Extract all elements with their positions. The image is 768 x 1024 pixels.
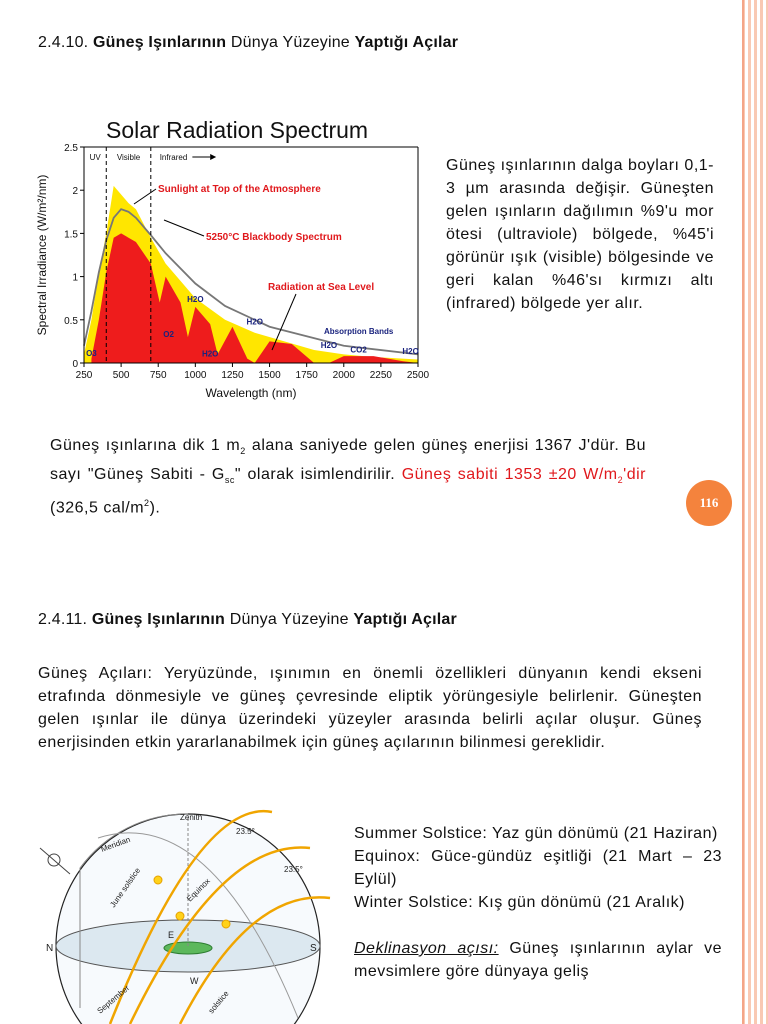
heading-bold-1: Güneş Işınlarının: [93, 34, 227, 51]
gas-absorption-label: CO2: [350, 345, 367, 355]
diagram-label: June solstice: [108, 866, 143, 910]
solstice-notes: [354, 822, 722, 983]
x-tick-label: 1750: [295, 370, 318, 381]
declination-note: [354, 937, 722, 983]
heading-mid: Dünya Yüzeyine: [229, 611, 349, 628]
diagram-label: Meridian: [99, 834, 132, 854]
heading-mid: Dünya Yüzeyine: [230, 34, 350, 51]
diagram-label: E: [168, 930, 175, 940]
x-tick-label: 250: [75, 370, 93, 381]
diagram-label: 23.5°: [236, 827, 255, 836]
text-run: ).: [149, 499, 161, 517]
section-heading-2-4-10: [38, 34, 458, 52]
y-tick-label: 1: [72, 272, 78, 284]
label-blackbody: 5250°C Blackbody Spectrum: [206, 232, 342, 243]
subscript: sc: [224, 475, 235, 486]
y-tick-label: 1.5: [64, 229, 78, 241]
label-top-of-atmosphere: Sunlight at Top of the Atmosphere: [158, 184, 321, 195]
y-tick-label: 2: [72, 186, 78, 198]
heading-number: 2.4.11.: [38, 611, 88, 628]
band-visible-label: Visible: [116, 153, 141, 162]
superscript: 2: [144, 498, 150, 509]
sun-path-diagram: [40, 808, 336, 1024]
section-heading-2-4-11: [38, 611, 457, 629]
solar-constant-paragraph: [50, 434, 646, 520]
x-tick-label: 2000: [332, 370, 355, 381]
spacer: [354, 914, 722, 937]
subscript: 2: [617, 475, 624, 486]
subscript: 2: [240, 446, 246, 457]
y-axis-label: Spectral Irradiance (W/m²/nm): [35, 174, 49, 336]
solar-spectrum-chart: [34, 112, 430, 412]
sun-marker: [176, 912, 184, 920]
highlight-text: 'dir: [623, 466, 646, 484]
gas-absorption-label: H2O: [201, 349, 219, 359]
annotation-arrow: [164, 220, 204, 236]
y-tick-label: 2.5: [64, 143, 78, 154]
x-axis-label: Wavelength (nm): [205, 386, 297, 400]
page-number-badge: 116: [686, 480, 732, 526]
chart-title: Solar Radiation Spectrum: [106, 117, 369, 143]
spectrum-description: Güneş ışınlarının dalga boyları 0,1-3 µm arasında değişir. Güneşten gelen ışınların dağılımın %9'u mor ötesi (ultraviole) bölgede, %45'i görünür ışık (visible) bölgesinde ve geri kalan %46'sı kırmızı altı (infrared) bölgede yer alır.: [446, 157, 714, 312]
declination-label: Deklinasyon açısı:: [354, 940, 499, 957]
decorative-side-stripes: [742, 0, 768, 1024]
diagram-label: Zenith: [180, 813, 203, 822]
gas-absorption-label: O2: [163, 329, 174, 339]
band-uv-label: UV: [89, 153, 101, 162]
gas-absorption-label: H2O: [402, 347, 419, 357]
annotation-arrow: [134, 189, 156, 204]
y-tick-label: 0: [72, 359, 78, 370]
x-tick-label: 2250: [369, 370, 393, 381]
band-infrared-label: Infrared: [159, 153, 188, 162]
gas-absorption-label: H2O: [320, 341, 338, 351]
gas-absorption-label: H2O: [187, 295, 204, 305]
x-tick-label: 2500: [406, 370, 430, 381]
x-tick-label: 1500: [258, 370, 281, 381]
diagram-label: solstice: [206, 989, 231, 1016]
summer-solstice-note: Summer Solstice: Yaz gün dönümü (21 Haziran): [354, 825, 718, 842]
heading-bold-1: Güneş Işınlarının: [91, 611, 226, 628]
y-tick-label: 0.5: [64, 315, 78, 327]
infrared-arrowhead: [210, 154, 216, 160]
heading-bold-2: Yaptığı Açılar: [354, 34, 459, 51]
gas-absorption-label: O3: [86, 348, 97, 358]
diagram-label: N: [46, 943, 54, 954]
diagram-label: September: [95, 983, 132, 1016]
heading-number: 2.4.10.: [38, 34, 89, 51]
text-run: alana saniyede gelen güneş enerjisi 1367 J'dür. Bu sayı "Güneş Sabiti - G: [50, 437, 647, 484]
diagram-label: S: [310, 943, 317, 954]
x-tick-label: 1250: [221, 370, 244, 381]
gas-absorption-label: H2O: [246, 317, 263, 327]
x-tick-label: 750: [149, 370, 167, 381]
x-tick-label: 1000: [184, 370, 207, 381]
x-tick-label: 500: [112, 370, 130, 381]
diagram-label: 23.5°: [284, 865, 303, 874]
diagram-label: Equinox: [185, 876, 212, 904]
heading-bold-2: Yaptığı Açılar: [353, 611, 457, 628]
diagram-label: W: [190, 976, 199, 986]
sun-angles-paragraph: Güneş Açıları: Yeryüzünde, ışınımın en önemli özellikleri dünyanın kendi ekseni etrafında dönmesiyle ve güneş çevresinde eliptik yörüngesiyle belirlenir. Güneşten gelen ışınlar ile dünya üzerindeki yüzeyler arasında belirli açılar oluşur. Güneş enerjisinden etkin yararlanabilmek için güneş açılarının bilinmesi gereklidir.: [38, 665, 702, 751]
highlight-text: Güneş sabiti 1353 ±20 W/m: [401, 466, 618, 484]
label-sea-level: Radiation at Sea Level: [268, 282, 375, 293]
text-run: (326,5 cal/m: [50, 499, 145, 517]
sun-marker: [154, 876, 162, 884]
text-run: Güneş ışınlarına dik 1 m: [50, 437, 241, 454]
sun-marker: [222, 920, 230, 928]
text-run: " olarak isimlendirilir.: [234, 466, 402, 484]
declination-text: Güneş ışınlarının aylar ve mevsimlere göre dünyaya geliş: [354, 940, 722, 980]
winter-solstice-note: Winter Solstice: Kış gün dönümü (21 Aralık): [354, 894, 685, 911]
label-absorption-bands: Absorption Bands: [324, 327, 394, 336]
equinox-note: Equinox: Güce-gündüz eşitliği (21 Mart – 23 Eylül): [354, 848, 722, 888]
